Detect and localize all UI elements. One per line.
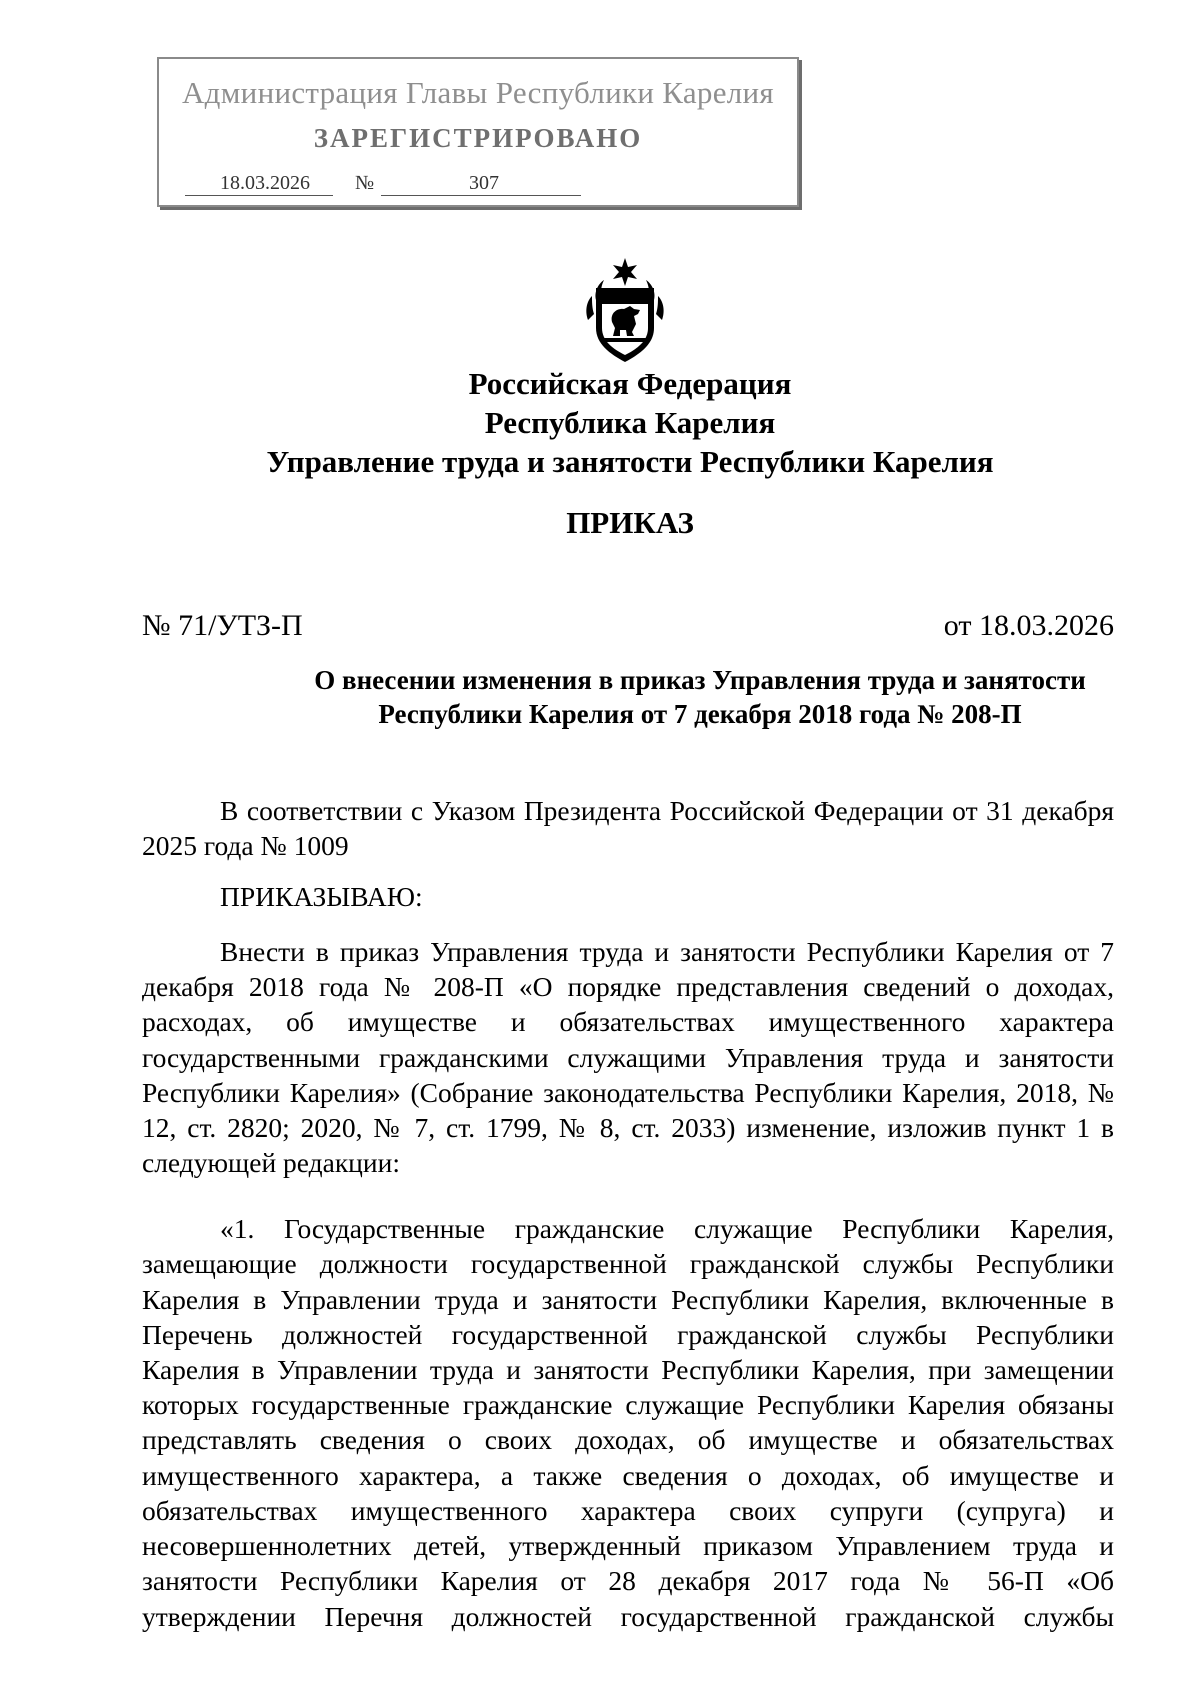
quote-line: несовершеннолетних детей, утвержденный приказом Управлением труда и: [142, 1530, 1114, 1561]
agency-heading: Управление труда и занятости Республики Карелия: [266, 444, 994, 479]
stamp-status: ЗАРЕГИСТРИРОВАНО: [313, 123, 643, 153]
quote-line: имущественного характера, а также сведения о доходах, об имуществе и: [142, 1460, 1114, 1491]
order-word: ПРИКАЗЫВАЮ:: [220, 881, 423, 912]
order-number: № 71/УТЗ-П: [142, 609, 303, 642]
basis-paragraph: В соответствии с Указом Президента Российской Федерации от 31 декабря 2025 года № 1009: [142, 795, 1114, 862]
quote-line: замещающие должности государственной гражданской службы Республики: [142, 1248, 1114, 1279]
quote-line: представлять сведения о своих доходах, об имуществе и обязательствах: [142, 1424, 1114, 1455]
quote-line: «1. Государственные гражданские служащие Республики Карелия,: [220, 1213, 1114, 1244]
stamp-reg-date: 18.03.2026: [220, 172, 310, 194]
quote-line: Карелия в Управлении труда и занятости Республики Карелия, включенные в: [142, 1284, 1114, 1315]
document-type-heading: ПРИКАЗ: [566, 505, 694, 540]
stamp-number-underline: [381, 195, 581, 196]
amendment-paragraph: Внести в приказ Управления труда и занятости Республики Карелия от 7 декабря 2018 года № 208-П «О порядке представления сведений о доходах, расходах, об имуществе и обязательствах имущественного характера государственными гражданскими служащими Управления труда и занятости Республики Карелия» (Собрание законодательства Республики Карелия, 2018, № 12, ст. 2820; 2020, № 7, ст. 1799, № 8, ст. 2033) изменение, изложив пункт 1 в следующей редакции:: [142, 936, 1114, 1179]
quote-line: обязательствах имущественного характера своих супруги (супруга) и: [142, 1495, 1114, 1526]
subject-line-2: Республики Карелия от 7 декабря 2018 года № 208-П: [378, 699, 1022, 729]
registration-stamp: [157, 57, 799, 207]
stamp-reg-no-label: №: [355, 172, 375, 194]
stamp-authority: Администрация Главы Республики Карелия: [182, 75, 774, 110]
quote-line: занятости Республики Карелия от 28 декабря 2017 года № 56-П «Об: [142, 1565, 1114, 1596]
quote-line: которых государственные гражданские служащие Республики Карелия обязаны: [142, 1389, 1114, 1420]
subject-line-1: О внесении изменения в приказ Управления труда и занятости: [314, 665, 1086, 695]
quote-line: Карелия в Управлении труда и занятости Республики Карелия, при замещении: [142, 1354, 1114, 1385]
region-heading: Республика Карелия: [484, 405, 776, 440]
quote-line: Перечень должностей государственной гражданской службы Республики: [142, 1319, 1114, 1350]
stamp-reg-no: 307: [469, 172, 499, 194]
karelia-coat-of-arms-icon: [580, 256, 670, 366]
country-heading: Российская Федерация: [468, 366, 792, 401]
quote-line: утверждении Перечня должностей государственной гражданской службы: [142, 1601, 1114, 1632]
order-date: от 18.03.2026: [943, 609, 1114, 642]
stamp-date-underline: [185, 195, 333, 196]
